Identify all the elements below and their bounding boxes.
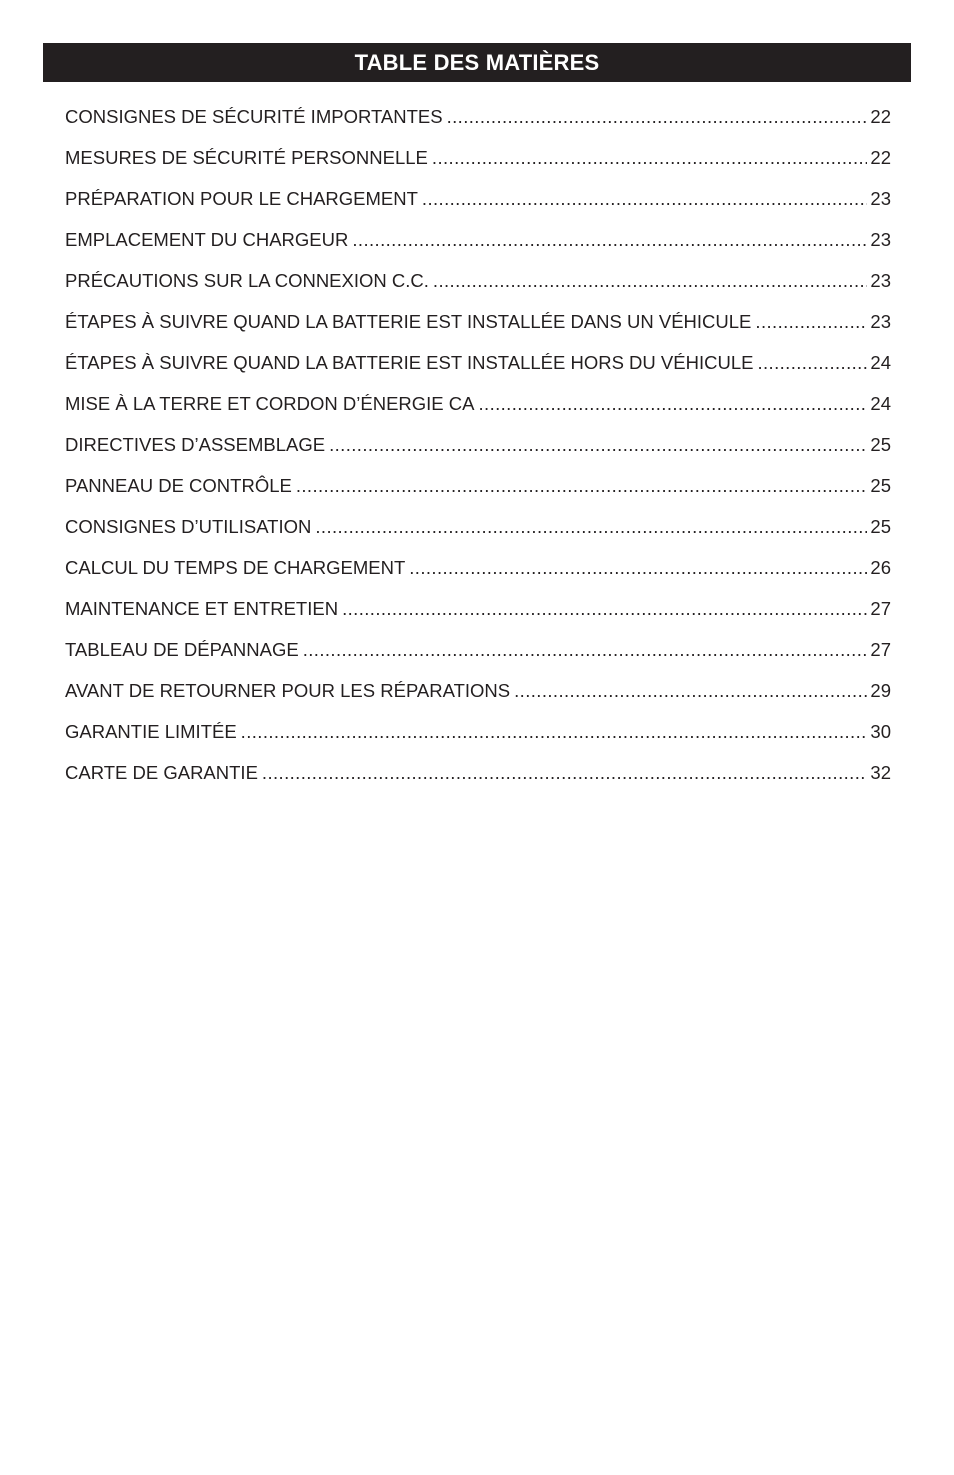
toc-entry-label: MESURES DE SÉCURITÉ PERSONNELLE <box>65 147 428 168</box>
toc-entry[interactable] <box>65 147 891 188</box>
toc-dot-leader <box>757 352 867 374</box>
toc-entry-page: 32 <box>870 762 891 783</box>
toc-header-bar <box>43 43 911 82</box>
toc-dot-leader <box>352 229 867 251</box>
toc-entry-page: 23 <box>870 270 891 291</box>
toc-dot-leader <box>433 270 868 292</box>
toc-entry-label: CARTE DE GARANTIE <box>65 762 258 783</box>
toc-entry-label: ÉTAPES À SUIVRE QUAND LA BATTERIE EST INSTALLÉE HORS DU VÉHICULE <box>65 352 754 373</box>
toc-dot-leader <box>447 106 868 128</box>
toc-entry-label: TABLEAU DE DÉPANNAGE <box>65 639 299 660</box>
toc-entry-label: CONSIGNES D’UTILISATION <box>65 516 312 537</box>
toc-entry-page: 23 <box>870 311 891 332</box>
toc-entry-page: 22 <box>870 147 891 168</box>
toc-entry[interactable] <box>65 393 891 434</box>
toc-entry-label: GARANTIE LIMITÉE <box>65 721 237 742</box>
toc-entry-page: 25 <box>870 516 891 537</box>
toc-entry-page: 24 <box>870 393 891 414</box>
toc-entry[interactable] <box>65 516 891 557</box>
toc-entry[interactable] <box>65 188 891 229</box>
toc-entry-label: MISE À LA TERRE ET CORDON D’ÉNERGIE CA <box>65 393 475 414</box>
toc-entry-label: CALCUL DU TEMPS DE CHARGEMENT <box>65 557 406 578</box>
toc-entry-page: 30 <box>870 721 891 742</box>
toc-entry[interactable] <box>65 639 891 680</box>
toc-dot-leader <box>514 680 867 702</box>
toc-dot-leader <box>432 147 868 169</box>
toc-entry-page: 25 <box>870 434 891 455</box>
toc-entry[interactable] <box>65 311 891 352</box>
toc-entry-label: CONSIGNES DE SÉCURITÉ IMPORTANTES <box>65 106 443 127</box>
toc-entry[interactable] <box>65 475 891 516</box>
toc-entry-label: PRÉPARATION POUR LE CHARGEMENT <box>65 188 418 209</box>
toc-entry-page: 27 <box>870 598 891 619</box>
toc-entry[interactable] <box>65 106 891 147</box>
toc-entry-label: DIRECTIVES D’ASSEMBLAGE <box>65 434 326 455</box>
toc-entry-page: 27 <box>870 639 891 660</box>
toc-entry[interactable] <box>65 270 891 311</box>
toc-entry-page: 26 <box>870 557 891 578</box>
toc-dot-leader <box>303 639 868 661</box>
toc-entry[interactable] <box>65 557 891 598</box>
toc-dot-leader <box>409 557 867 579</box>
toc-dot-leader <box>329 434 867 456</box>
toc-entry-label: EMPLACEMENT DU CHARGEUR <box>65 229 349 250</box>
toc-entry-label: AVANT DE RETOURNER POUR LES RÉPARATIONS <box>65 680 511 701</box>
toc-entry[interactable] <box>65 680 891 721</box>
toc-entry-page: 24 <box>870 352 891 373</box>
toc-dot-leader <box>422 188 868 210</box>
toc-entry-label: ÉTAPES À SUIVRE QUAND LA BATTERIE EST INSTALLÉE DANS UN VÉHICULE <box>65 311 752 332</box>
toc-entry[interactable] <box>65 762 891 803</box>
table-of-contents <box>65 106 891 803</box>
toc-entry-page: 25 <box>870 475 891 496</box>
toc-entry-label: PRÉCAUTIONS SUR LA CONNEXION C.C. <box>65 270 429 291</box>
toc-entry-page: 29 <box>870 680 891 701</box>
toc-entry-page: 23 <box>870 188 891 209</box>
toc-entry[interactable] <box>65 598 891 639</box>
toc-dot-leader <box>478 393 867 415</box>
toc-entry-page: 22 <box>870 106 891 127</box>
toc-entry-page: 23 <box>870 229 891 250</box>
toc-entry-label: PANNEAU DE CONTRÔLE <box>65 475 292 496</box>
toc-dot-leader <box>342 598 867 620</box>
toc-dot-leader <box>315 516 867 538</box>
toc-dot-leader <box>241 721 868 743</box>
toc-dot-leader <box>296 475 868 497</box>
toc-entry[interactable] <box>65 721 891 762</box>
toc-entry[interactable] <box>65 229 891 270</box>
toc-title: TABLE DES MATIÈRES <box>354 49 600 75</box>
toc-entry[interactable] <box>65 352 891 393</box>
toc-dot-leader <box>755 311 867 333</box>
toc-entry[interactable] <box>65 434 891 475</box>
toc-dot-leader <box>262 762 868 784</box>
toc-entry-label: MAINTENANCE ET ENTRETIEN <box>65 598 339 619</box>
